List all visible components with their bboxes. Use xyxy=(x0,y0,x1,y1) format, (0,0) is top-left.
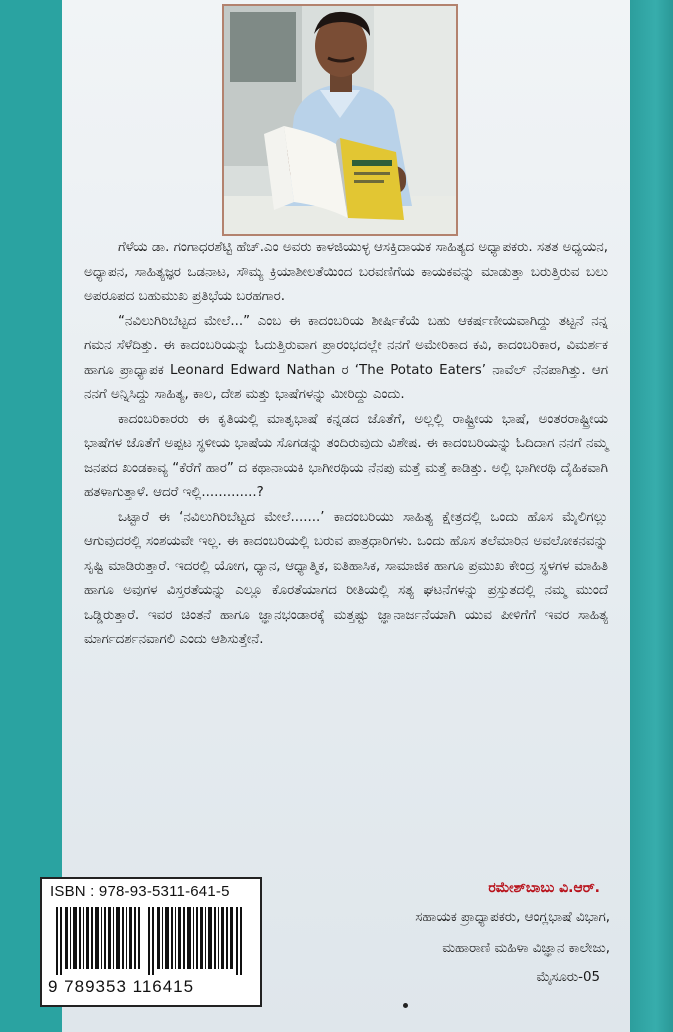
paragraph-1: ಗೆಳೆಯ ಡಾ. ಗಂಗಾಧರಶೆಟ್ಟಿ ಹೆಚ್.ಎಂ ಅವರು ಕಾಳಜಿಯುಳ್ಳ ಆಸಕ್ತಿದಾಯಕ ಸಾಹಿತ್ಯದ ಅಧ್ಯಾಪಕರು. ಸತತ ಅಧ್ಯಯನ, ಅಧ್ಯಾಪನ, ಸಾಹಿತ್ಯಜ್ಞರ ಒಡನಾಟ, ಸೌಮ್ಯ ಕ್ರಿಯಾಶೀಲತೆಯಿಂದ ಬರವಣಿಗೆಯ ಕಾಯಕವನ್ನು ಮಾಡುತ್ತಾ ಬರುತ್ತಿರುವ ಬಲು ಅಪರೂಪದ ಬಹುಮುಖ ಪ್ರತಿಭೆಯ ಬರಹಗಾರ. xyxy=(84,240,608,304)
author-photo-icon xyxy=(224,6,456,234)
signature-college: ಮಹಾರಾಣಿ ಮಹಿಳಾ ವಿಜ್ಞಾನ ಕಾಲೇಜು, xyxy=(442,941,610,956)
cover-edge xyxy=(630,0,673,1032)
signature-name: ರಮೇಶ್‌ಬಾಬು ವಿ.ಆರ್. xyxy=(488,880,600,896)
isbn-barcode xyxy=(40,877,262,1007)
bullet-dot xyxy=(403,1003,408,1008)
barcode-digits: 9 789353 116415 xyxy=(48,977,195,996)
paragraph-2: “ನವಿಲುಗಿರಿಬೆಟ್ಟದ ಮೇಲೆ...” ಎಂಬ ಈ ಕಾದಂಬರಿಯ ಶೀರ್ಷಿಕೆಯೆ ಬಹು ಆಕರ್ಷಣೀಯವಾಗಿದ್ದು ತಟ್ಟನೆ ನನ್ನ ಗಮನ ಸೆಳೆದಿತ್ತು. ಈ ಕಾದಂಬರಿಯನ್ನು ಓದುತ್ತಿರುವಾಗ ಪ್ರಾರಂಭದಲ್ಲೇ ನನಗೆ ಅಮೇರಿಕಾದ ಕವಿ, ಕಾದಂಬರಿಕಾರ, ವಿಮರ್ಶಕ ಹಾಗೂ ಪ್ರಾಧ್ಯಾಪಕ Leonard Edward Nathan ರ ‘The Potato Eaters’ ನಾವೆಲ್ ನೆನಪಾಗಿತ್ತು. ಆಗ ನನಗೆ ಅನ್ನಿಸಿದ್ದು ಸಾಹಿತ್ಯ, ಕಾಲ, ದೇಶ ಮತ್ತು ಭಾಷೆಗಳನ್ನು ಮೀರಿದ್ದು ಎಂದು. xyxy=(84,313,608,402)
author-photo xyxy=(222,4,458,236)
isbn-label: ISBN : 978-93-5311-641-5 xyxy=(50,883,230,900)
blurb-text xyxy=(84,236,608,653)
paragraph-3: ಕಾದಂಬರಿಕಾರರು ಈ ಕೃತಿಯಲ್ಲಿ ಮಾತೃಭಾಷೆ ಕನ್ನಡದ ಜೊತೆಗೆ, ಅಲ್ಲಲ್ಲಿ ರಾಷ್ಟ್ರೀಯ ಭಾಷೆ, ಅಂತರರಾಷ್ಟ್ರೀಯ ಭಾಷೆಗಳ ಜೊತೆಗೆ ಅಪ್ಪಟ ಸ್ಥಳೀಯ ಭಾಷೆಯ ಸೊಗಡನ್ನು ತಂದಿರುವುದು ವಿಶೇಷ. ಈ ಕಾದಂಬರಿಯನ್ನು ಓದಿದಾಗ ನನಗೆ ನಮ್ಮ ಜನಪದ ಖಂಡಕಾವ್ಯ “ಕೆರೆಗೆ ಹಾರ” ದ ಕಥಾನಾಯಕಿ ಭಾಗೀರಥಿಯ ನೆನಪು ಮತ್ತೆ ಮತ್ತೆ ಕಾಡಿತ್ತು. ಅಲ್ಲಿ ಭಾಗೀರಥಿ ದೈಹಿಕವಾಗಿ ಹತಳಾಗುತ್ತಾಳೆ. ಆದರೆ ಇಲ್ಲಿ.............? xyxy=(84,411,608,500)
barcode-icon xyxy=(56,907,250,975)
paragraph-4: ಒಟ್ಟಾರೆ ಈ ‘ನವಿಲುಗಿರಿಬೆಟ್ಟದ ಮೇಲೆ.......’ ಕಾದಂಬರಿಯು ಸಾಹಿತ್ಯ ಕ್ಷೇತ್ರದಲ್ಲಿ ಒಂದು ಹೊಸ ಮೈಲಿಗಲ್ಲು ಆಗುವುದರಲ್ಲಿ ಸಂಶಯವೇ ಇಲ್ಲ. ಈ ಕಾದಂಬರಿಯಲ್ಲಿ ಬರುವ ಪಾತ್ರಧಾರಿಗಳು. ಒಂದು ಹೊಸ ತಲೆಮಾರಿನ ಅವಲೋಕನವನ್ನು ಸೃಷ್ಟಿ ಮಾಡಿರುತ್ತಾರೆ. ಇದರಲ್ಲಿ ಯೋಗ, ಧ್ಯಾನ, ಆಧ್ಯಾತ್ಮಿಕ, ಐತಿಹಾಸಿಕ, ಸಾಮಾಜಿಕ ಹಾಗೂ ಪ್ರಮುಖ ಕೇಂದ್ರ ಸ್ಥಳಗಳ ಮಾಹಿತಿ ಹಾಗೂ ಅವುಗಳ ವಿಸ್ತರತೆಯನ್ನು ಎಲ್ಲೂ ಕೊರತೆಯಾಗದ ರೀತಿಯಲ್ಲಿ ಸತ್ಯ ಘಟನೆಗಳನ್ನು ಪ್ರಸ್ತುತದಲ್ಲಿ ನಮ್ಮ ಮುಂದೆ ಒಡ್ಡಿರುತ್ತಾರೆ. ಇವರ ಚಿಂತನೆ ಹಾಗೂ ಜ್ಞಾನಭಂಡಾರಕ್ಕೆ ಮತ್ತಷ್ಟು ಜ್ಞಾನಾರ್ಜನೆಯಾಗಿ ಯುವ ಪೀಳಿಗೆಗೆ ಇವರ ಸಾಹಿತ್ಯ ಮಾರ್ಗದರ್ಶನವಾಗಲಿ ಎಂದು ಆಶಿಸುತ್ತೇನೆ. xyxy=(84,509,608,647)
signature-designation: ಸಹಾಯಕ ಪ್ರಾಧ್ಯಾಪಕರು, ಆಂಗ್ಲಭಾಷೆ ವಿಭಾಗ, xyxy=(415,910,610,925)
signature-city: ಮೈಸೂರು-05 xyxy=(536,970,600,985)
